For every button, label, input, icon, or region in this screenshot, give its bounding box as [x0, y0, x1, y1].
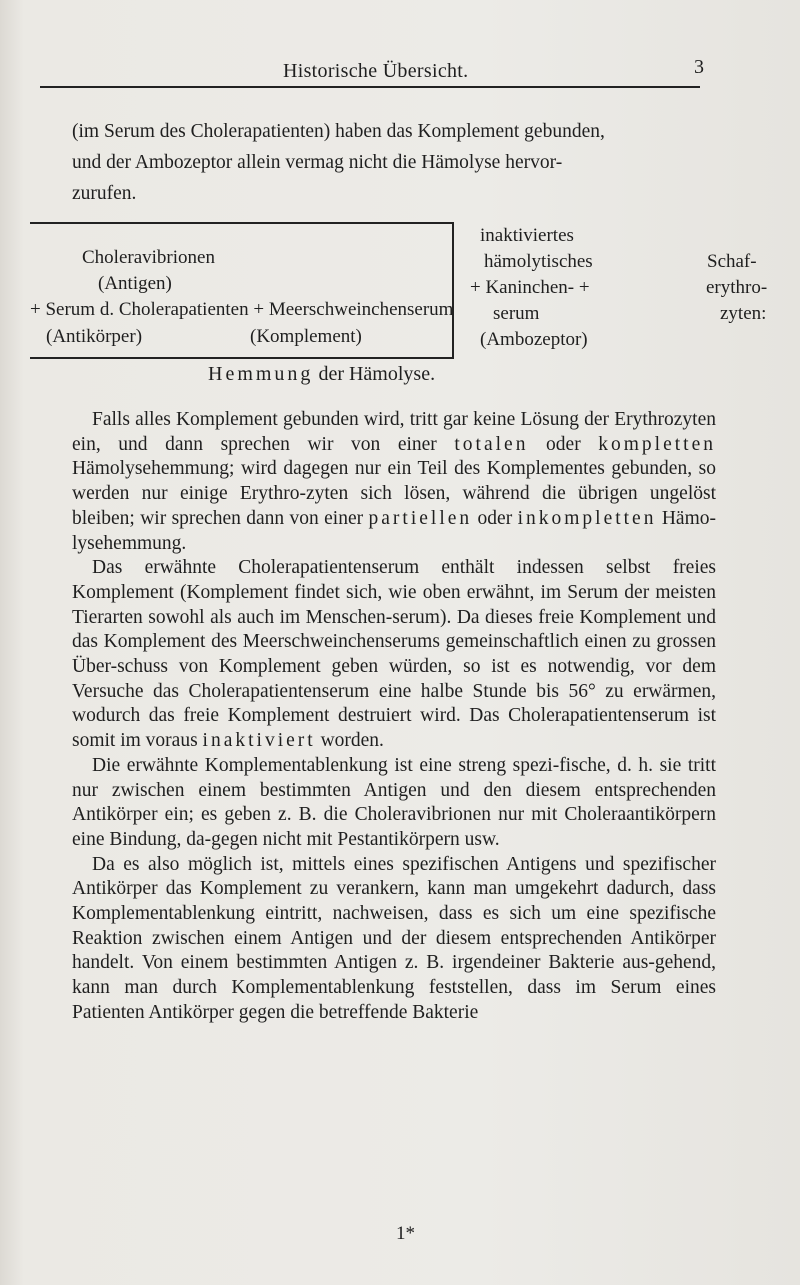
- running-head: Historische Übersicht.: [283, 60, 469, 82]
- text-run: Die erwähnte Komplementablenkung ist eine streng spezi-fische, d. h. sie tritt nur zwischen einem bestimmten Antigen und den diesem entsprechenden Antikörper ein; es geben z. B. die Choleravibrionen nur mit Choleraantikörpern eine Bindung, da-gegen nicht mit Pestantikörpern usw.: [72, 754, 716, 850]
- erythrocyte-line-3: zyten:: [720, 303, 767, 324]
- text-run: Da es also möglich ist, mittels eines spezifischen Antigens und spezifischer Antikörper das Komplement zu verankern, kann man umgekehrt dadurch, dass Komplementablenkung eintritt, nachweisen, dass es sich um eine spezifische Reaktion zwischen einem Antigen und der diesem entsprechenden Antikörper handelt. Von einem bestimmten Antigen z. B. irgendeiner Bakterie aus-gehend, kann man durch Komplementablenkung feststellen, dass im Serum eines Patienten Antikörper gegen die betreffende Bakterie: [72, 853, 716, 1023]
- text-run: Falls alles Komplement gebunden wird, tritt gar keine Lösung der Erythrozyten ein, und dann sprechen wir von einer: [72, 409, 716, 455]
- paragraph-specificity: [72, 754, 716, 853]
- text-run: oder: [528, 433, 599, 455]
- amboceptor-line-3: + Kaninchen- +: [470, 277, 590, 298]
- intro-line: und der Ambozeptor allein vermag nicht die Hämolyse hervor-: [72, 152, 563, 173]
- emphasis-run: totalen: [454, 433, 529, 455]
- amboceptor-line-2: hämolytisches: [484, 251, 593, 272]
- result-rest: der Hämolyse.: [318, 363, 436, 385]
- antibody-role: (Antikörper): [46, 326, 143, 347]
- paragraph-inactivation: [72, 556, 716, 754]
- antibody-line: + Serum d. Cholerapatienten + Meerschweinchenserum: [30, 299, 454, 320]
- page-number: 3: [694, 56, 704, 78]
- result-keyword: Hemmung: [208, 363, 314, 385]
- paragraph-total-partial: [72, 408, 716, 556]
- antigen-name: Choleravibrionen: [82, 247, 215, 268]
- emphasis-run: kompletten: [598, 433, 716, 455]
- text-run: worden.: [315, 730, 384, 752]
- paragraph-detection: [72, 853, 716, 1026]
- scheme-rule-top: [30, 222, 454, 224]
- amboceptor-role: (Ambozeptor): [480, 329, 588, 350]
- scheme-divider: [452, 222, 454, 359]
- antigen-role: (Antigen): [98, 273, 172, 294]
- amboceptor-line-1: inaktiviertes: [480, 225, 574, 246]
- intro-line: (im Serum des Cholerapatienten) haben das Komplement gebunden,: [72, 121, 605, 142]
- scheme-result: [208, 363, 435, 386]
- text-run: Hämo-lysehemmung.: [72, 507, 716, 554]
- emphasis-run: inaktiviert: [202, 730, 316, 752]
- text-run: Hämolysehemmung; wird dagegen nur ein Teil des Komplementes gebunden, so werden nur einige Erythro-zyten sich lösen, während die übrigen ungelöst bleiben; wir sprechen dann von einer: [72, 458, 716, 529]
- page-header: [0, 50, 800, 90]
- intro-text: [72, 116, 712, 209]
- scheme-rule-bottom: [30, 357, 454, 359]
- text-run: oder: [472, 507, 518, 529]
- header-rule: [40, 86, 700, 88]
- signature-mark: 1*: [396, 1223, 415, 1244]
- amboceptor-line-4: serum: [493, 303, 540, 324]
- erythrocyte-line-1: Schaf-: [707, 251, 757, 272]
- complement-role: (Komplement): [250, 326, 362, 347]
- body-text: [72, 408, 716, 1026]
- intro-line: zurufen.: [72, 183, 137, 204]
- emphasis-run: inkompletten: [517, 507, 657, 529]
- emphasis-run: partiellen: [368, 507, 473, 529]
- text-run: Das erwähnte Cholerapatientenserum enthält indessen selbst freies Komplement (Komplement findet sich, wie oben erwähnt, im Serum der meisten Tierarten sowohl als auch im Menschen-serum). Da dieses freie Komplement und das Komplement des Meerschweinchenserums gemeinschaftlich einen zu grossen Über-schuss von Komplement geben würden, so ist es notwendig, vor dem Versuche das Cholerapatientenserum eine halbe Stunde bis 56° zu erwärmen, wodurch das freie Komplement destruiert wird. Das Cholerapatientenserum ist somit im voraus: [72, 557, 716, 752]
- erythrocyte-line-2: erythro-: [706, 277, 768, 298]
